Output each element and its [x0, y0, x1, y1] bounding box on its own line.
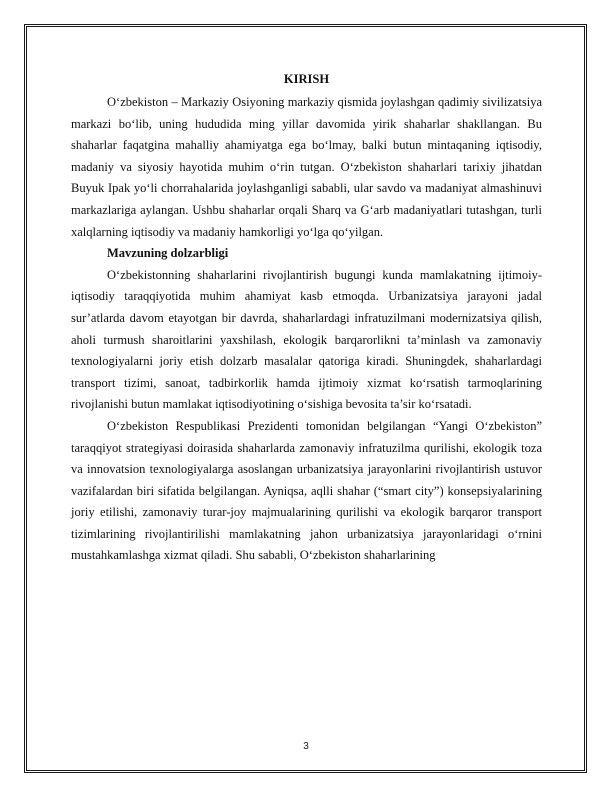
subheading-relevance: Mavzuning dolzarbligi	[107, 246, 229, 261]
section-title: KIRISH	[283, 72, 330, 86]
paragraph-relevance: O‘zbekistonning shaharlarini rivojlantirish bugungi kunda mamlakatning ijtimoiy-iqtisodiy taraqqiyotida muhim ahamiyat kasb etmoqda. Urbanizatsiya jarayoni jadal sur’atlarda davom etayotgan bir davrda, shaharlardagi infratuzilmani modernizatsiya qilish, aholi turmush sharoitlarini yaxshilash, ekologik barqarorlikni ta’minlash va zamonaviy texnologiyalarni joriy etish dolzarb masalalar qatoriga kiradi. Shuningdek, shaharlardagi transport tizimi, sanoat, tadbirkorlik hamda ijtimoiy xizmat ko‘rsatish tarmoqlarining rivojlanishi butun mamlakat iqtisodiyotining o‘sishiga bevosita ta’sir ko‘rsatadi.	[71, 267, 542, 412]
paragraph-intro: O‘zbekiston – Markaziy Osiyoning markaziy qismida joylashgan qadimiy sivilizatsiya markazi bo‘lib, uning hududida ming yillar davomida yirik shaharlar shakllangan. Bu shaharlar faqatgina mahalliy ahamiyatga ega bo‘lmay, balki butun mintaqaning iqtisodiy, madaniy va siyosiy hayotida muhim o‘rin tutgan. O‘zbekiston shaharlari tarixiy jihatdan Buyuk Ipak yo‘li chorrahalarida joylashganligi sababli, ular savdo va madaniyat almashinuvi markazlariga aylangan. Ushbu shaharlar orqali Sharq va G‘arb madaniyatlari tutashgan, turli xalqlarning iqtisodiy va madaniy hamkorligi yo‘lga qo‘yilgan.	[71, 95, 542, 239]
document-body	[71, 66, 542, 567]
paragraph-strategy: O‘zbekiston Respublikasi Prezidenti tomonidan belgilangan “Yangi O‘zbekiston” taraqqiyot strategiyasi doirasida shaharlarda zamonaviy infratuzilma qurilishi, ekologik toza va innovatsion texnologiyalarga asoslangan urbanizatsiya jarayonlarini rivojlantirish ustuvor vazifalardan biri sifatida belgilangan. Ayniqsa, aqlli shahar (“smart city”) konsepsiyalarining joriy etilishi, zamonaviy turar-joy majmualarining qurilishi va ekologik barqaror transport tizimlarining rivojlantirilishi mamlakatning jahon urbanizatsiya jarayonlaridagi o‘rnini mustahkamlashga xizmat qiladi. Shu sababli, O‘zbekiston shaharlarining	[71, 418, 542, 563]
page-number: 3	[303, 741, 309, 752]
